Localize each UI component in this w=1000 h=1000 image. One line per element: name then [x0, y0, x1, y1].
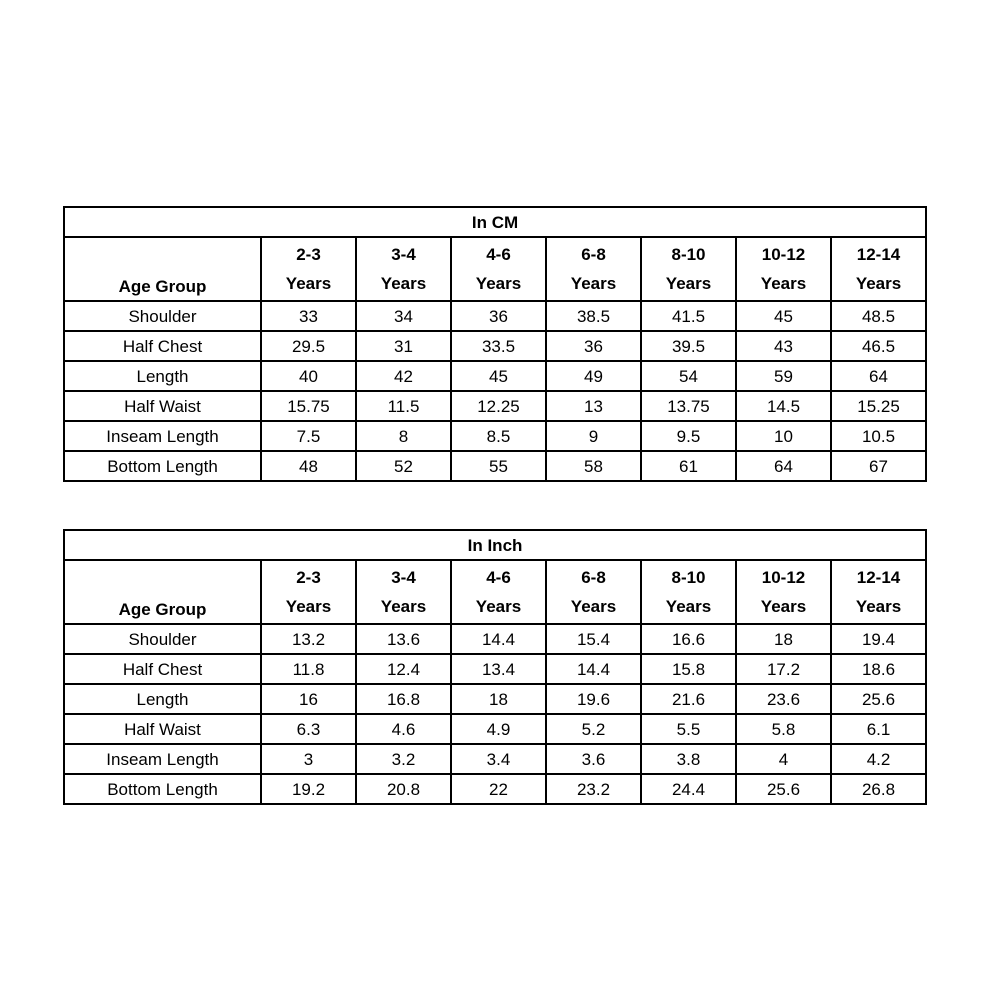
measurement-value: 5.2 [546, 714, 641, 744]
table-row [64, 684, 926, 714]
measurement-value: 15.8 [641, 654, 736, 684]
size-chart-inch-table [63, 529, 927, 805]
measurement-value: 48 [261, 451, 356, 481]
measurement-value: 14.4 [451, 624, 546, 654]
measurement-label: Length [64, 361, 261, 391]
table-row [64, 774, 926, 804]
measurement-value: 7.5 [261, 421, 356, 451]
measurement-value: 36 [546, 331, 641, 361]
measurement-value: 14.5 [736, 391, 831, 421]
measurement-value: 8.5 [451, 421, 546, 451]
measurement-label: Bottom Length [64, 451, 261, 481]
measurement-value: 29.5 [261, 331, 356, 361]
measurement-value: 10.5 [831, 421, 926, 451]
age-column-header [261, 560, 356, 624]
measurement-value: 4.2 [831, 744, 926, 774]
age-column-header [546, 237, 641, 301]
table-row [64, 624, 926, 654]
measurement-value: 19.6 [546, 684, 641, 714]
measurement-value: 25.6 [831, 684, 926, 714]
measurement-value: 9 [546, 421, 641, 451]
measurement-value: 48.5 [831, 301, 926, 331]
table-body [64, 207, 926, 481]
measurement-value: 36 [451, 301, 546, 331]
measurement-value: 64 [736, 451, 831, 481]
age-range: 8-10 [671, 568, 706, 587]
age-range: 3-4 [391, 245, 416, 264]
table-title: In CM [64, 207, 926, 237]
age-unit: Years [380, 274, 427, 293]
measurement-value: 3.6 [546, 744, 641, 774]
table-row [64, 744, 926, 774]
measurement-value: 33.5 [451, 331, 546, 361]
age-unit: Years [855, 597, 902, 616]
age-column-header [451, 560, 546, 624]
measurement-label: Length [64, 684, 261, 714]
measurement-label: Half Waist [64, 391, 261, 421]
measurement-value: 13.6 [356, 624, 451, 654]
measurement-value: 45 [451, 361, 546, 391]
age-unit: Years [475, 274, 522, 293]
measurement-label: Shoulder [64, 301, 261, 331]
age-column-header [356, 237, 451, 301]
measurement-value: 4.9 [451, 714, 546, 744]
table-row [64, 361, 926, 391]
measurement-value: 6.1 [831, 714, 926, 744]
measurement-value: 18 [451, 684, 546, 714]
age-column-header [736, 237, 831, 301]
measurement-value: 3.2 [356, 744, 451, 774]
measurement-value: 18.6 [831, 654, 926, 684]
table-body [64, 530, 926, 804]
age-range: 12-14 [856, 568, 901, 587]
measurement-value: 33 [261, 301, 356, 331]
measurement-value: 13.2 [261, 624, 356, 654]
age-unit: Years [285, 597, 332, 616]
age-column-header [641, 560, 736, 624]
table-title: In Inch [64, 530, 926, 560]
age-range: 4-6 [486, 568, 511, 587]
size-chart-cm-table [63, 206, 927, 482]
measurement-value: 16.6 [641, 624, 736, 654]
age-range: 10-12 [761, 568, 806, 587]
age-unit: Years [665, 597, 712, 616]
measurement-value: 18 [736, 624, 831, 654]
measurement-value: 54 [641, 361, 736, 391]
measurement-value: 12.25 [451, 391, 546, 421]
measurement-value: 55 [451, 451, 546, 481]
measurement-value: 15.4 [546, 624, 641, 654]
age-group-header: Age Group [64, 560, 261, 624]
measurement-label: Half Waist [64, 714, 261, 744]
measurement-value: 16 [261, 684, 356, 714]
measurement-value: 17.2 [736, 654, 831, 684]
table-row [64, 301, 926, 331]
age-column-header [736, 560, 831, 624]
measurement-value: 19.2 [261, 774, 356, 804]
measurement-value: 12.4 [356, 654, 451, 684]
measurement-value: 15.75 [261, 391, 356, 421]
age-unit: Years [285, 274, 332, 293]
measurement-value: 64 [831, 361, 926, 391]
measurement-value: 8 [356, 421, 451, 451]
age-group-header: Age Group [64, 237, 261, 301]
column-header-row [64, 237, 926, 301]
age-unit: Years [760, 597, 807, 616]
table-row [64, 654, 926, 684]
age-column-header [356, 560, 451, 624]
measurement-value: 31 [356, 331, 451, 361]
measurement-value: 9.5 [641, 421, 736, 451]
measurement-value: 5.5 [641, 714, 736, 744]
measurement-value: 14.4 [546, 654, 641, 684]
measurement-label: Bottom Length [64, 774, 261, 804]
age-range: 2-3 [296, 245, 321, 264]
measurement-value: 23.6 [736, 684, 831, 714]
measurement-value: 4 [736, 744, 831, 774]
age-unit: Years [380, 597, 427, 616]
measurement-value: 34 [356, 301, 451, 331]
age-unit: Years [760, 274, 807, 293]
measurement-value: 41.5 [641, 301, 736, 331]
age-column-header [451, 237, 546, 301]
measurement-value: 67 [831, 451, 926, 481]
measurement-value: 39.5 [641, 331, 736, 361]
measurement-value: 4.6 [356, 714, 451, 744]
measurement-value: 25.6 [736, 774, 831, 804]
age-range: 12-14 [856, 245, 901, 264]
age-range: 8-10 [671, 245, 706, 264]
measurement-value: 49 [546, 361, 641, 391]
table-row [64, 391, 926, 421]
measurement-label: Inseam Length [64, 421, 261, 451]
table-row [64, 451, 926, 481]
measurement-value: 38.5 [546, 301, 641, 331]
age-range: 2-3 [296, 568, 321, 587]
table-row [64, 331, 926, 361]
age-unit: Years [475, 597, 522, 616]
measurement-value: 3 [261, 744, 356, 774]
measurement-value: 11.5 [356, 391, 451, 421]
measurement-value: 61 [641, 451, 736, 481]
column-header-row [64, 560, 926, 624]
measurement-value: 11.8 [261, 654, 356, 684]
measurement-label: Half Chest [64, 654, 261, 684]
measurement-value: 46.5 [831, 331, 926, 361]
age-range: 6-8 [581, 245, 606, 264]
age-column-header [831, 237, 926, 301]
measurement-value: 40 [261, 361, 356, 391]
age-column-header [261, 237, 356, 301]
measurement-value: 3.8 [641, 744, 736, 774]
age-range: 3-4 [391, 568, 416, 587]
measurement-label: Half Chest [64, 331, 261, 361]
measurement-value: 43 [736, 331, 831, 361]
age-unit: Years [665, 274, 712, 293]
measurement-value: 13.4 [451, 654, 546, 684]
measurement-value: 5.8 [736, 714, 831, 744]
measurement-label: Inseam Length [64, 744, 261, 774]
measurement-value: 26.8 [831, 774, 926, 804]
measurement-value: 58 [546, 451, 641, 481]
age-column-header [546, 560, 641, 624]
age-range: 6-8 [581, 568, 606, 587]
age-range: 10-12 [761, 245, 806, 264]
measurement-value: 6.3 [261, 714, 356, 744]
measurement-value: 16.8 [356, 684, 451, 714]
age-unit: Years [570, 597, 617, 616]
measurement-value: 15.25 [831, 391, 926, 421]
measurement-value: 13 [546, 391, 641, 421]
age-unit: Years [855, 274, 902, 293]
measurement-value: 23.2 [546, 774, 641, 804]
measurement-value: 52 [356, 451, 451, 481]
age-column-header [831, 560, 926, 624]
age-range: 4-6 [486, 245, 511, 264]
table-row [64, 421, 926, 451]
table-title-row [64, 207, 926, 237]
age-unit: Years [570, 274, 617, 293]
measurement-value: 24.4 [641, 774, 736, 804]
measurement-value: 59 [736, 361, 831, 391]
measurement-value: 19.4 [831, 624, 926, 654]
measurement-value: 21.6 [641, 684, 736, 714]
table-title-row [64, 530, 926, 560]
age-column-header [641, 237, 736, 301]
measurement-value: 22 [451, 774, 546, 804]
measurement-value: 3.4 [451, 744, 546, 774]
measurement-value: 42 [356, 361, 451, 391]
measurement-value: 20.8 [356, 774, 451, 804]
measurement-value: 45 [736, 301, 831, 331]
measurement-value: 10 [736, 421, 831, 451]
measurement-value: 13.75 [641, 391, 736, 421]
table-row [64, 714, 926, 744]
measurement-label: Shoulder [64, 624, 261, 654]
